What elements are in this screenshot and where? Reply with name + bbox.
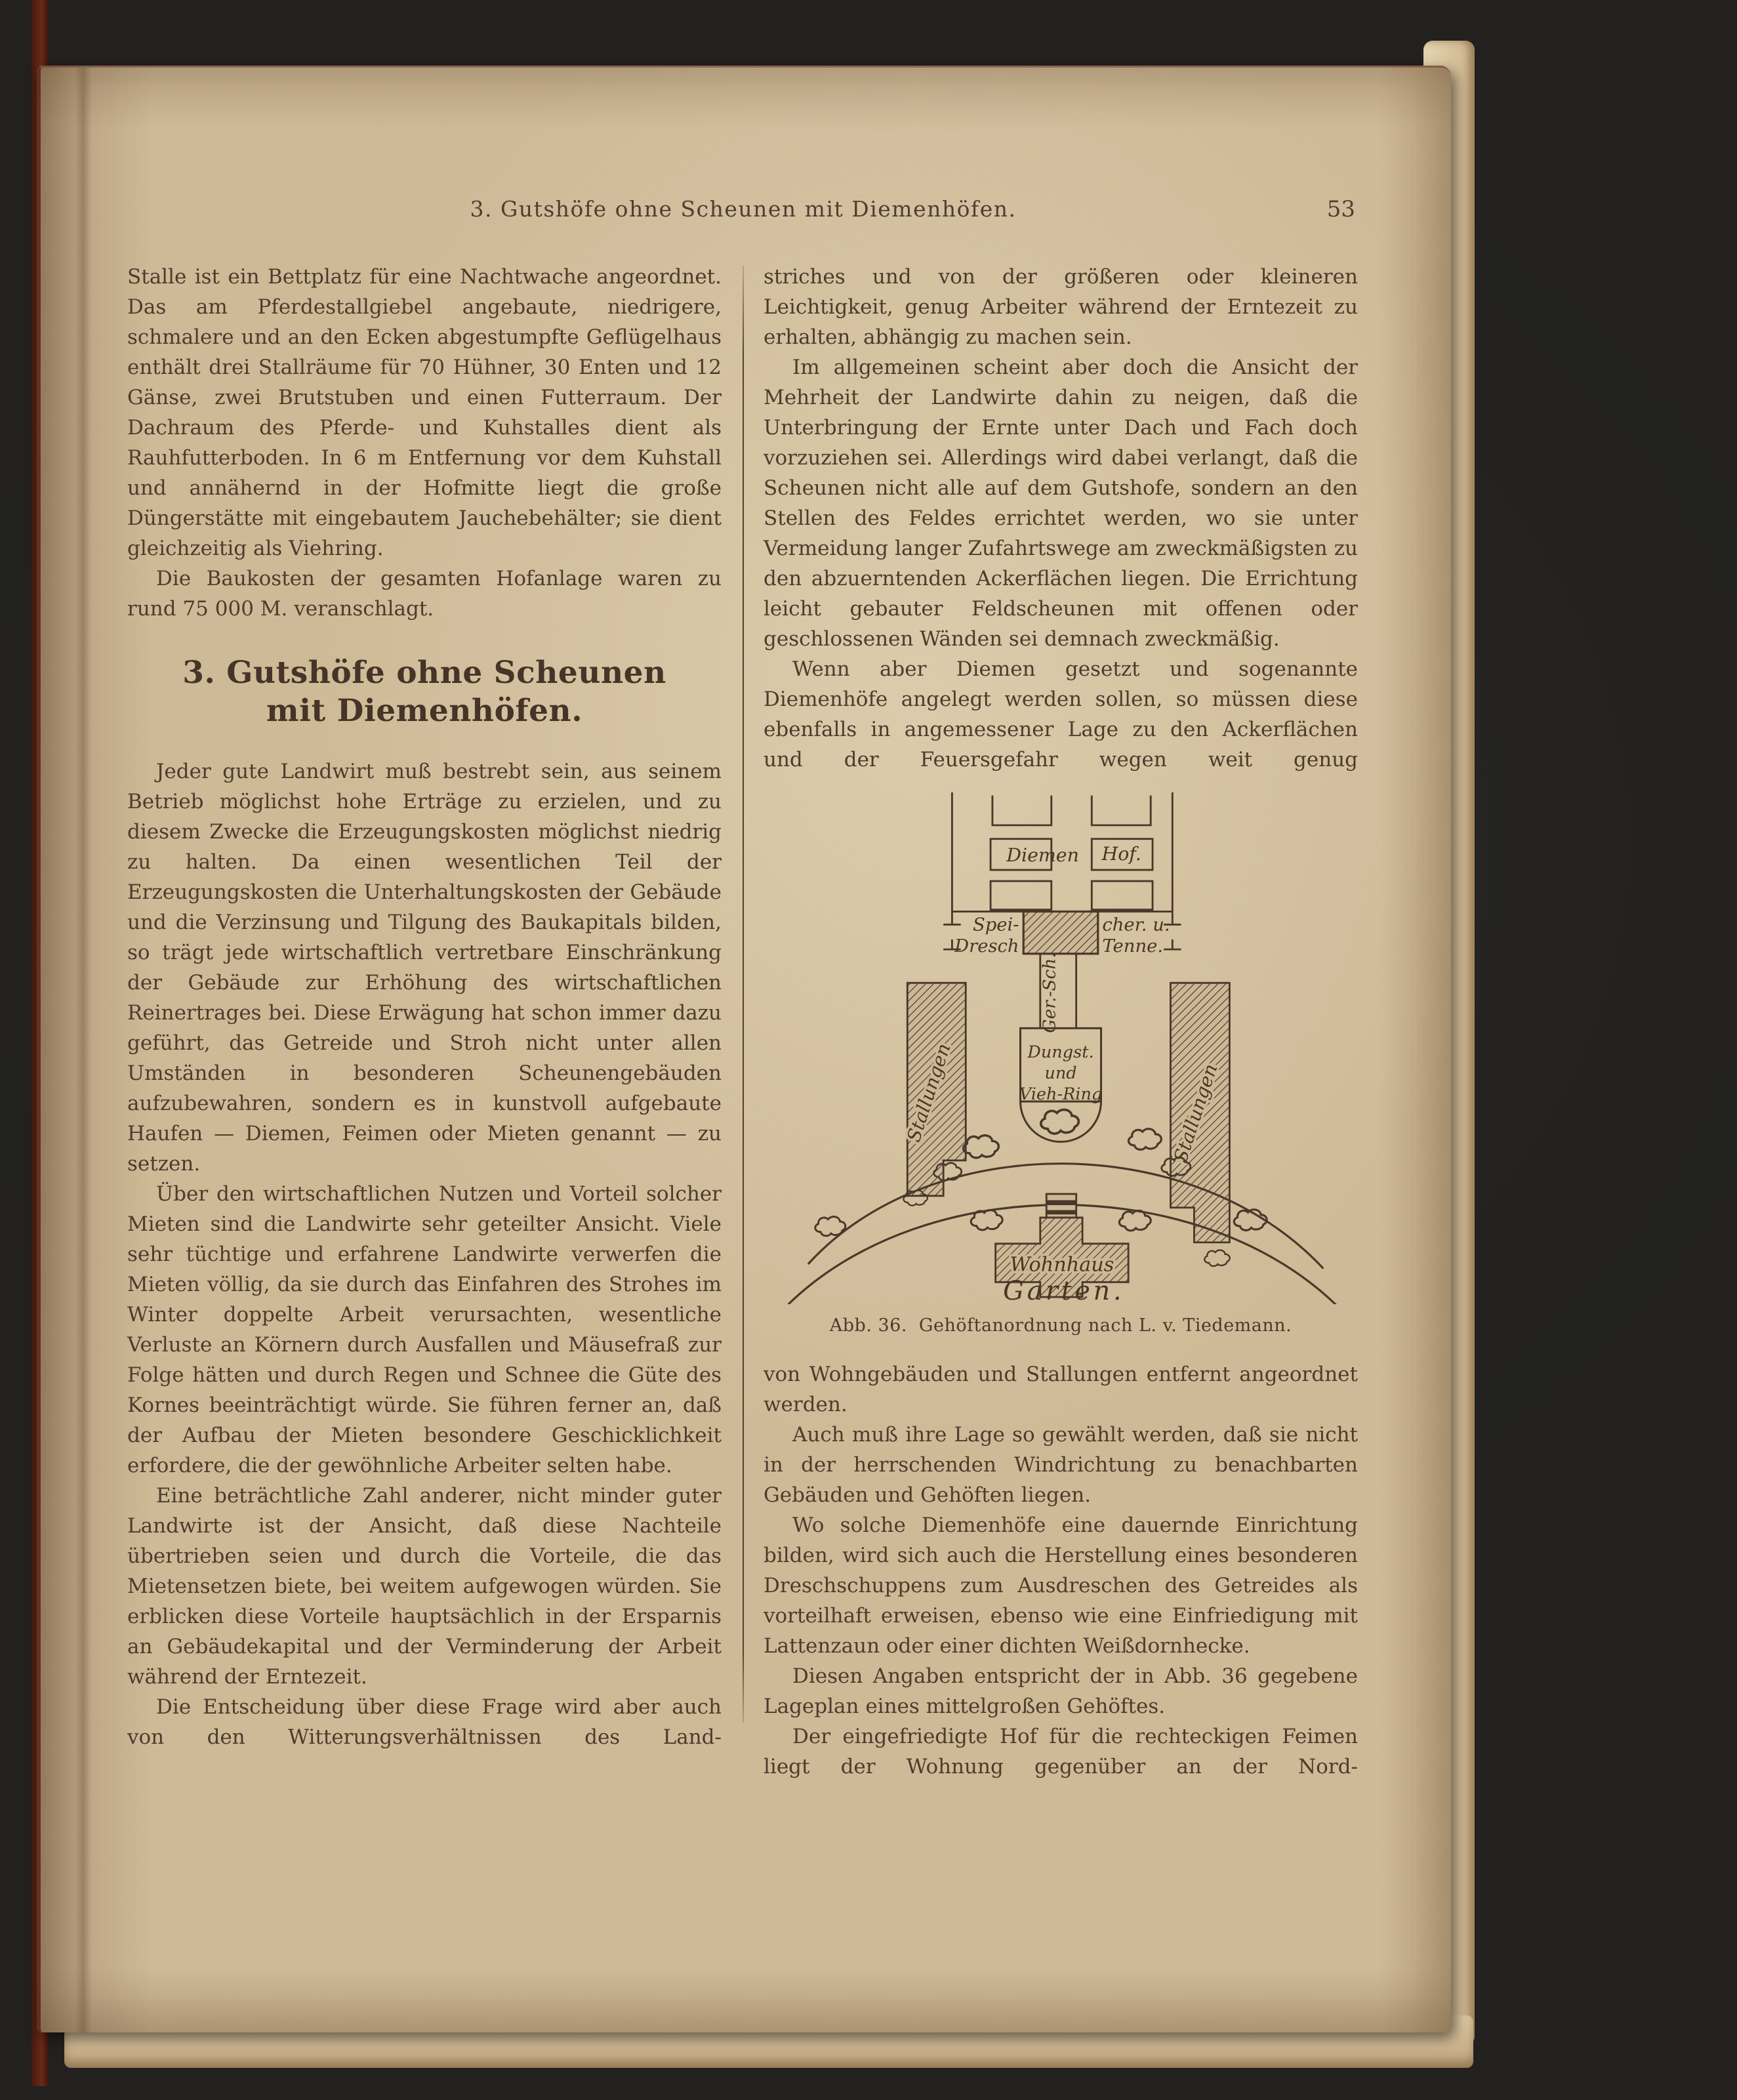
stall-right-label: Stallungen [1170,1061,1222,1165]
left-column [127,262,722,1782]
figure-caption [764,1311,1358,1341]
dungstaette-label-line-1: Dungst. [1027,1042,1094,1062]
left-paragraph-3: Jeder gute Landwirt muß bestrebt sein, aus seinem Betrieb möglichst hohe Erträge zu erzielen, und zu diesem Zwecke die Erzeugungskosten möglichst niedrig zu halten. Da einen wesentlichen Teil der Erzeugungskosten die Unterhaltungskosten der Gebäude und die Verzinsung und Tilgung des Baukapitals bilden, so trägt jede wirtschaftlich vertretbare Einschränkung der Gebäude zur Erhöhung des wirtschaftlichen Reinertrages bei. Diese Erwägung hat schon immer dazu geführt, das Getreide und Stroh nicht unter allen Umständen in besonderen Scheunengebäuden aufzubewahren, sondern es in kunstvoll aufgebaute Haufen — Diemen, Feimen oder Mieten genannt — zu setzen. [127,760,722,1176]
left-paragraph-1: Stalle ist ein Bettplatz für eine Nachtwache angeordnet. Das am Pferdestallgiebel angebaute, niedrigere, schmalere und an den Ecken abgestumpfte Geflügelhaus enthält drei Stallräume für 70 Hühner, 30 Enten und 12 Gänse, zwei Brutstuben und einen Futterraum. Der Dachraum des Pferde- und Kuhstalles dient als Rauhfutterboden. In 6 m Entfernung vor dem Kuhstall und annähernd in der Hofmitte liegt die große Düngerstätte mit eingebautem Jauchebehälter; sie dient gleichzeitig als Viehring. [127,265,722,560]
right-paragraph-2: Im allgemeinen scheint aber doch die Ansicht der Mehrheit der Landwirte dahin zu neigen, daß die Unterbringung der Ernte unter Dach und Fach doch vorzuziehen sei. Allerdings wird dabei verlangt, daß die Scheunen nicht alle auf dem Gutshofe, sondern an den Stellen des Feldes errichtet werden, wo sie unter Vermeidung langer Zufahrtswege am zweckmäßigsten zu den abzuerntenden Ackerflächen liegen. Die Errichtung leicht gebauter Feldscheunen mit offenen oder geschlossenen Wänden sei demnach zweckmäßig. [764,356,1358,651]
section-heading [127,654,722,730]
left-paragraph-6: Die Entscheidung über diese Frage wird aber auch von den Witterungsverhältnissen des Land- [127,1695,722,1749]
left-paragraph-5: Eine beträchtliche Zahl anderer, nicht minder guter Landwirte ist der Ansicht, daß diese Nachteile übertrieben seien und durch die Vorteile, die das Mietensetzen biete, bei weitem aufgewogen würden. Sie erblicken diese Vorteile hauptsächlich in der Ersparnis an Gebäudekapital und der Verminderung der Arbeit während der Erntezeit. [127,1484,722,1689]
running-header [127,196,1359,230]
right-paragraph-5: Auch muß ihre Lage so gewählt werden, daß sie nicht in der herrschenden Windrichtung zu benachbarten Gebäuden und Gehöften liegen. [764,1423,1358,1508]
dungstaette-label-line-3: Vieh-Ring [1019,1084,1103,1105]
stall-left-label: Stallungen [903,1040,955,1145]
left-paragraph-2: Die Baukosten der gesamten Hofanlage waren zu rund 75 000 M. veranschlagt. [127,567,722,621]
ger-sch-label: Ger.-Sch. [1039,953,1060,1033]
cher-u-label: cher. u. [1102,915,1170,936]
right-paragraph-6: Wo solche Diemenhöfe eine dauernde Einrichtung bilden, wird sich auch die Herstellung eines besonderen Dreschschuppens zum Ausdreschen des Getreides als vorteilhaft erweisen, ebenso wie eine Einfriedigung mit Lattenzaun oder einer dichten Weißdornhecke. [764,1513,1358,1658]
section-heading-line-1: 3. Gutshöfe ohne Scheunen [182,655,666,691]
two-column-layout [127,262,1359,1782]
gutter-crease [75,68,92,2032]
garten-label: Garten. [1003,1275,1125,1305]
hof-label: Hof. [1101,842,1141,865]
right-paragraph-4: von Wohngebäuden und Stallungen entfernt angeordnet werden. [764,1363,1358,1417]
geraeteschuppen-corridor [1039,953,1076,1033]
right-paragraph-3: Wenn aber Diemen gesetzt und sogenannte Diemenhöfe angelegt werden sollen, so müssen diese ebenfalls in angemessener Lage zu den Ackerflächen und der Feuersgefahr wegen weit genug [764,657,1358,772]
right-column [764,262,1358,1782]
figure-caption-number: Abb. 36. [829,1315,907,1336]
stall-building-left [903,983,966,1196]
right-paragraph-8: Der eingefriedigte Hof für die rechteckigen Feimen liegt der Wohnung gegenüber an der Nord- [764,1725,1358,1779]
book-page [37,66,1451,2032]
section-heading-line-2: mit Diemenhöfen. [266,693,583,729]
text-block [127,68,1359,2032]
figure-abb-36 [764,789,1358,1341]
farmstead-plan-drawing [772,789,1349,1304]
left-paragraph-4: Über den wirtschaftlichen Nutzen und Vorteil solcher Mieten sind die Landwirte sehr geteilter Ansicht. Viele sehr tüchtige und erfahrene Landwirte verwerfen die Mieten völlig, da sie durch das Einfahren des Strohes im Winter doppelte Arbeit verursachten, wesentliche Verluste an Körnern durch Ausfallen und Mäusefraß zur Folge hätten und durch Regen und Schnee die Güte des Kornes beeinträchtigt würde. Sie führen ferner an, daß der Aufbau der Mieten besondere Geschicklichkeit erfordere, die der gewöhnliche Arbeiter selten habe. [127,1182,722,1477]
dungstaette-label-line-2: und [1044,1063,1077,1083]
dresch-label: Dresch [954,936,1019,957]
diemen-label: Diemen [1006,844,1079,866]
right-paragraph-1: striches und von der größeren oder kleineren Leichtigkeit, genug Arbeiter während der Erntezeit zu erhalten, abhängig zu machen sein. [764,265,1358,349]
tenne-label: Tenne. [1102,936,1164,957]
stall-building-right [1170,983,1229,1243]
wohnhaus-label: Wohnhaus [1010,1253,1114,1277]
right-paragraph-7: Diesen Angaben entspricht der in Abb. 36 gegebene Lageplan eines mittelgroßen Gehöftes. [764,1664,1358,1719]
running-header-title: 3. Gutshöfe ohne Scheunen mit Diemenhöfen. [470,196,1017,222]
figure-caption-text: Gehöftanordnung nach L. v. Tiedemann. [918,1315,1292,1336]
speicher-dreschtenne-building [954,911,1170,957]
column-divider-rule [743,266,744,1723]
spei-label: Spei- [972,915,1019,936]
page-number: 53 [1326,196,1355,222]
